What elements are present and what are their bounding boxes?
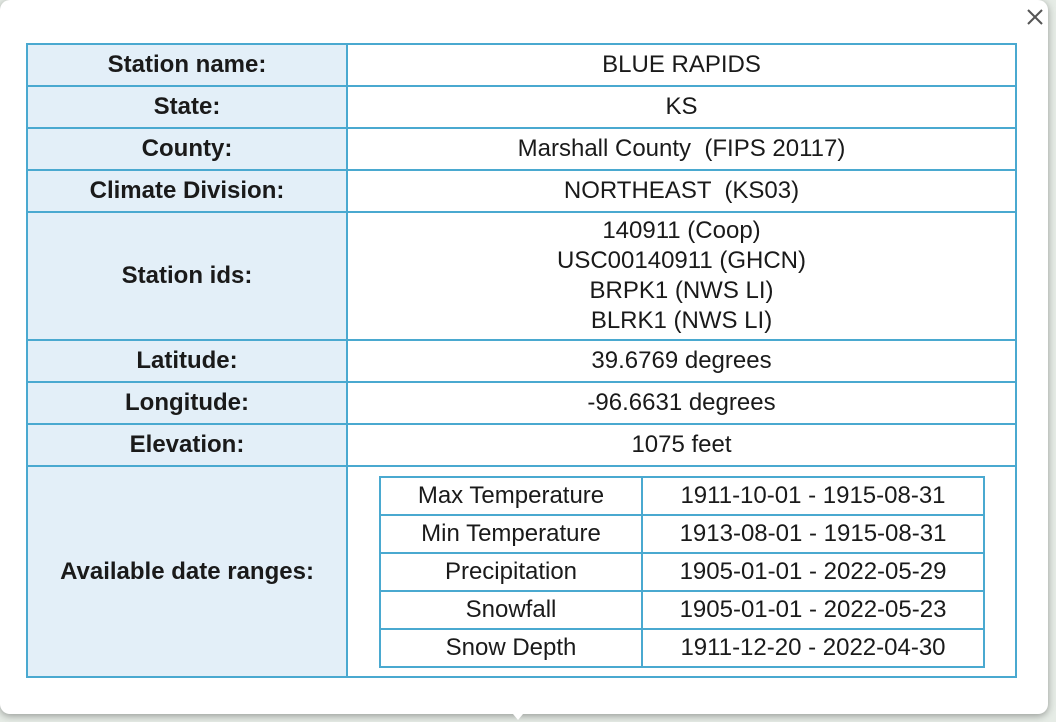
- range-row: [380, 553, 984, 591]
- row-elevation: [27, 424, 1016, 466]
- range-dates: 1913-08-01 - 1915-08-31: [642, 515, 984, 553]
- station-info-table: [26, 43, 1017, 678]
- row-station-name: [27, 44, 1016, 86]
- date-ranges-value: [347, 466, 1016, 677]
- range-element: Min Temperature: [380, 515, 642, 553]
- date-ranges-label: Available date ranges:: [27, 466, 347, 677]
- station-id-coop: 140911 (Coop): [602, 217, 761, 244]
- row-station-ids: [27, 212, 1016, 340]
- station-ids-value: [347, 212, 1016, 340]
- row-county: [27, 128, 1016, 170]
- row-date-ranges: [27, 466, 1016, 677]
- date-ranges-table: [379, 476, 985, 668]
- row-latitude: [27, 340, 1016, 382]
- county-value: Marshall County (FIPS 20117): [347, 128, 1016, 170]
- range-row: [380, 591, 984, 629]
- range-row: [380, 477, 984, 515]
- elevation-value: 1075 feet: [347, 424, 1016, 466]
- popup-pointer: [508, 708, 528, 720]
- range-dates: 1911-12-20 - 2022-04-30: [642, 629, 984, 667]
- station-name-value: BLUE RAPIDS: [347, 44, 1016, 86]
- latitude-value: 39.6769 degrees: [347, 340, 1016, 382]
- longitude-value: -96.6631 degrees: [347, 382, 1016, 424]
- station-id-nws-2: BLRK1 (NWS LI): [590, 307, 773, 334]
- station-id-ghcn: USC00140911 (GHCN): [557, 247, 806, 274]
- station-ids-label: Station ids:: [27, 212, 347, 340]
- station-name-label: Station name:: [27, 44, 347, 86]
- climate-division-label: Climate Division:: [27, 170, 347, 212]
- range-row: [380, 629, 984, 667]
- row-longitude: [27, 382, 1016, 424]
- row-climate-division: [27, 170, 1016, 212]
- row-state: [27, 86, 1016, 128]
- range-element: Precipitation: [380, 553, 642, 591]
- latitude-label: Latitude:: [27, 340, 347, 382]
- county-label: County:: [27, 128, 347, 170]
- range-dates: 1905-01-01 - 2022-05-23: [642, 591, 984, 629]
- range-element: Snow Depth: [380, 629, 642, 667]
- longitude-label: Longitude:: [27, 382, 347, 424]
- range-row: [380, 515, 984, 553]
- elevation-label: Elevation:: [27, 424, 347, 466]
- close-button[interactable]: [1022, 4, 1048, 30]
- range-dates: 1905-01-01 - 2022-05-29: [642, 553, 984, 591]
- station-id-nws-1: BRPK1 (NWS LI): [589, 277, 774, 304]
- state-label: State:: [27, 86, 347, 128]
- state-value: KS: [347, 86, 1016, 128]
- climate-division-value: NORTHEAST (KS03): [347, 170, 1016, 212]
- range-element: Snowfall: [380, 591, 642, 629]
- range-dates: 1911-10-01 - 1915-08-31: [642, 477, 984, 515]
- range-element: Max Temperature: [380, 477, 642, 515]
- close-icon: [1026, 8, 1044, 26]
